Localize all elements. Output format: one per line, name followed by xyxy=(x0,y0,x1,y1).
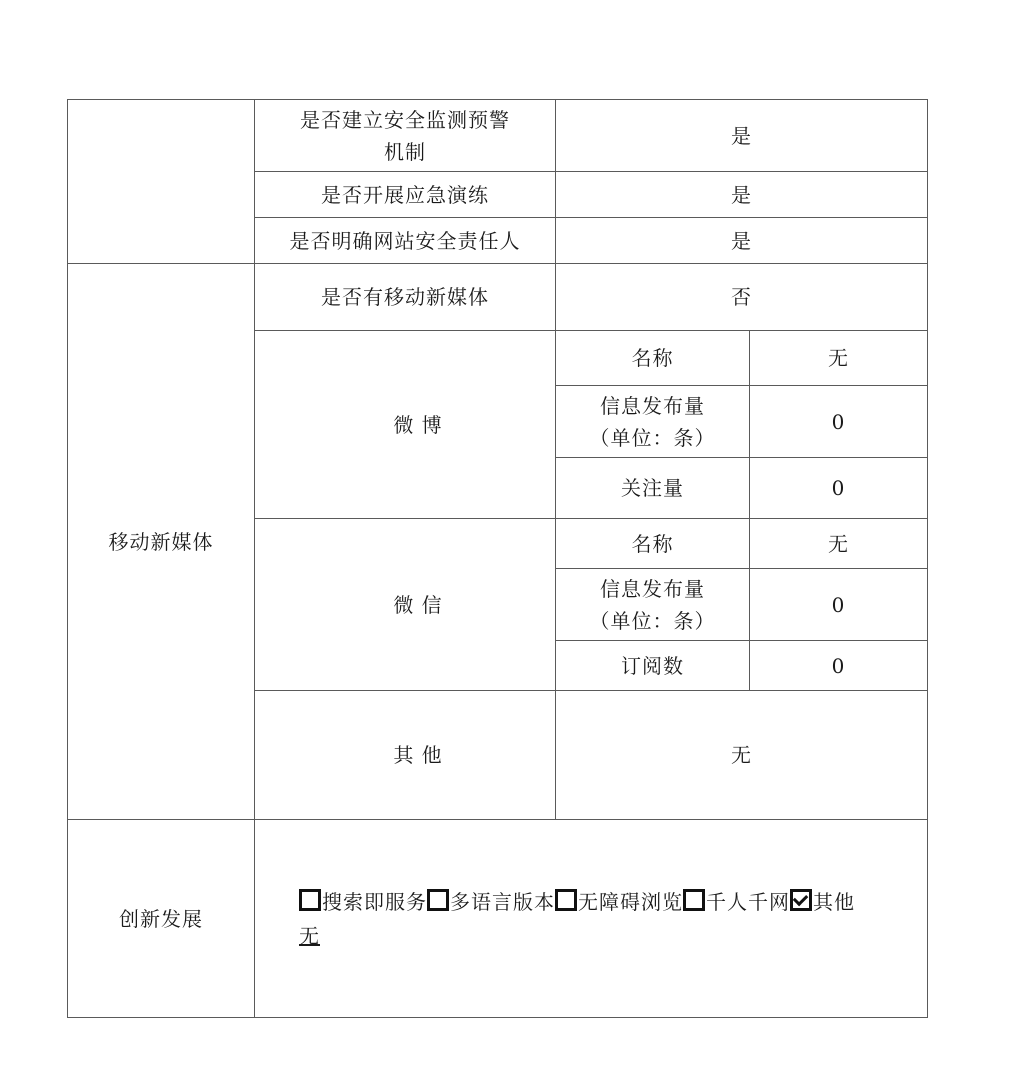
weibo-name-value: 无 xyxy=(750,331,928,386)
wechat-subscribers-value: 0 xyxy=(750,641,928,691)
table-row xyxy=(68,820,928,1018)
checkbox-icon[interactable] xyxy=(299,889,321,911)
drill-value: 是 xyxy=(556,172,928,218)
option-multilingual[interactable]: 多语言版本 xyxy=(427,890,555,914)
monitoring-value: 是 xyxy=(556,100,928,172)
security-section-cell xyxy=(68,100,255,264)
wechat-label: 微 信 xyxy=(255,519,556,691)
monitoring-label: 是否建立安全监测预警机制 xyxy=(255,100,556,172)
wechat-posts-label: 信息发布量（单位：条） xyxy=(556,569,750,641)
weibo-name-label: 名称 xyxy=(556,331,750,386)
wechat-name-value: 无 xyxy=(750,519,928,569)
has-media-label: 是否有移动新媒体 xyxy=(255,264,556,331)
report-table xyxy=(67,99,928,1018)
weibo-followers-label: 关注量 xyxy=(556,458,750,519)
table-row xyxy=(68,264,928,331)
wechat-posts-value: 0 xyxy=(750,569,928,641)
weibo-followers-value: 0 xyxy=(750,458,928,519)
innovation-section-label: 创新发展 xyxy=(68,820,255,1018)
responsible-label: 是否明确网站安全责任人 xyxy=(255,218,556,264)
other-media-value: 无 xyxy=(556,691,928,820)
innovation-other-value: 无 xyxy=(299,923,320,948)
drill-label: 是否开展应急演练 xyxy=(255,172,556,218)
weibo-label: 微 博 xyxy=(255,331,556,519)
wechat-subscribers-label: 订阅数 xyxy=(556,641,750,691)
wechat-name-label: 名称 xyxy=(556,519,750,569)
table-row xyxy=(68,100,928,172)
option-personalized[interactable]: 千人千网 xyxy=(683,890,790,914)
has-media-value: 否 xyxy=(556,264,928,331)
checkbox-icon[interactable] xyxy=(427,889,449,911)
innovation-options-cell xyxy=(255,820,928,1018)
weibo-posts-value: 0 xyxy=(750,386,928,458)
innovation-options xyxy=(299,886,919,918)
option-accessibility[interactable]: 无障碍浏览 xyxy=(555,890,683,914)
checked-checkbox-icon[interactable] xyxy=(790,889,812,911)
checkbox-icon[interactable] xyxy=(683,889,705,911)
weibo-posts-label: 信息发布量（单位：条） xyxy=(556,386,750,458)
option-search-service[interactable]: 搜索即服务 xyxy=(299,890,427,914)
responsible-value: 是 xyxy=(556,218,928,264)
checkbox-icon[interactable] xyxy=(555,889,577,911)
option-other[interactable]: 其他 xyxy=(790,890,855,914)
other-media-label: 其 他 xyxy=(255,691,556,820)
mobile-section-label: 移动新媒体 xyxy=(68,264,255,820)
